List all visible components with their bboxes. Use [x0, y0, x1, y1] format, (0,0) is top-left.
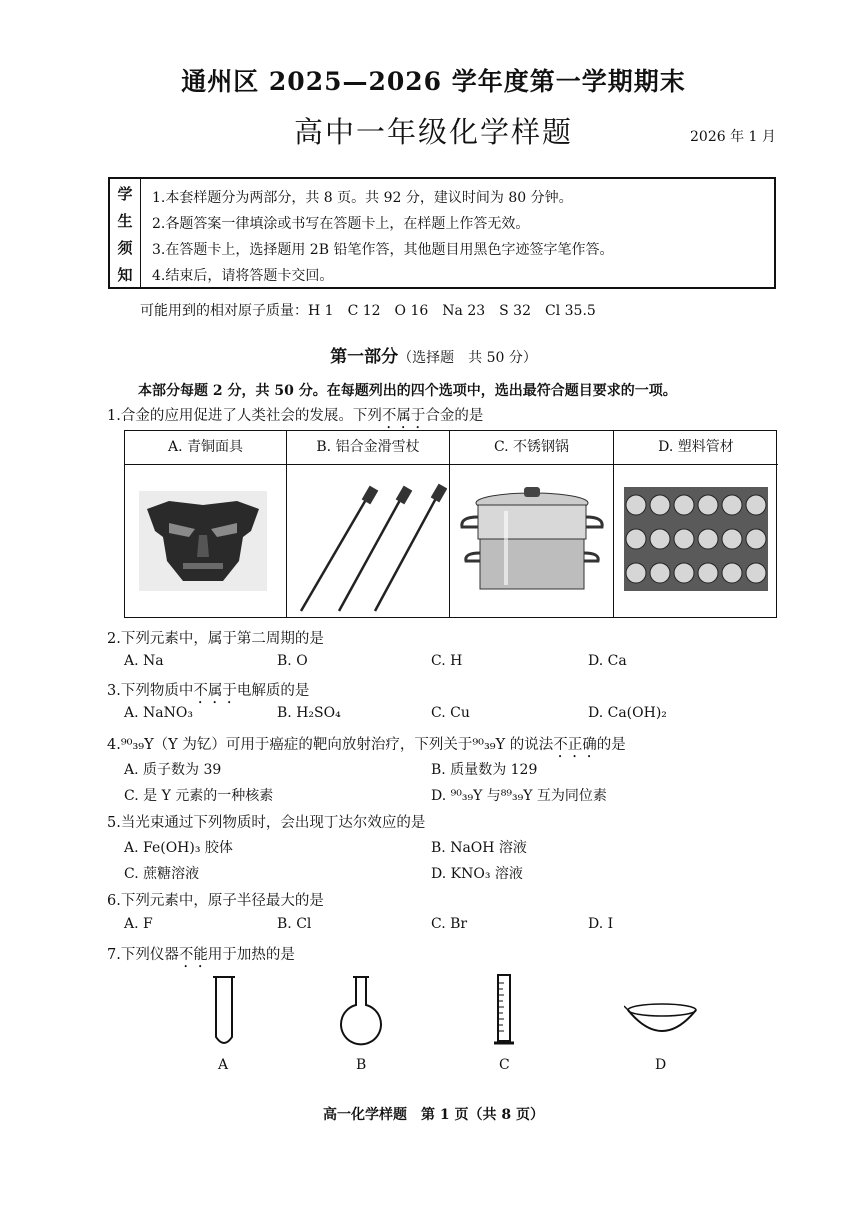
notice-head-char: 学	[117, 185, 133, 203]
emphasis-chars: 不正确	[553, 737, 597, 753]
option-label: A. 青铜面具	[125, 431, 286, 465]
part-title-note: （选择题 共 50 分）	[398, 350, 537, 366]
apparatus-label-d: D	[655, 1057, 667, 1073]
option-a: A. NaNO₃	[124, 705, 193, 721]
stem-text: 合金的是	[425, 408, 484, 424]
option-d: D. ⁹⁰₃₉Y 与⁸⁹₃₉Y 互为同位素	[431, 788, 607, 804]
notice-item: 2.各题答案一律填涂或书写在答题卡上，在样题上作答无效。	[152, 216, 530, 232]
stem-text: 用于加热的是	[207, 947, 295, 963]
steel-pot-image	[456, 481, 608, 595]
question-2-stem: 2.下列元素中，属于第二周期的是	[107, 631, 324, 647]
option-c: C. 蔗糖溶液	[124, 866, 200, 882]
option-d: D. KNO₃ 溶液	[431, 866, 523, 882]
test-tube-icon	[210, 975, 238, 1051]
atomic-masses: 可能用到的相对原子质量：H 1 C 12 O 16 Na 23 S 32 Cl 35.5	[140, 303, 596, 319]
stem-text: 7.下列仪器	[107, 947, 179, 963]
option-b: B. O	[277, 653, 308, 669]
option-a: A. F	[124, 916, 153, 932]
notice-head	[110, 179, 141, 287]
question-1-stem	[107, 404, 483, 432]
question-5-stem: 5.当光束通过下列物质时，会出现丁达尔效应的是	[107, 815, 426, 831]
notice-item: 1.本套样题分为两部分，共 8 页。共 92 分，建议时间为 80 分钟。	[152, 190, 573, 206]
apparatus-label-c: C	[499, 1057, 510, 1073]
option-cell-a	[125, 431, 287, 617]
stem-text: 4.⁹⁰₃₉Y（Y 为钇）可用于癌症的靶向放射治疗，下列关于⁹⁰₃₉Y 的说法	[107, 737, 554, 753]
emphasis-chars: 不属于	[381, 408, 426, 424]
notice-item: 4.结束后，请将答题卡交回。	[152, 268, 334, 284]
exam-subtitle: 高中一年级化学样题	[293, 115, 573, 149]
option-c: C. Cu	[431, 705, 470, 721]
round-bottom-flask-icon	[338, 975, 384, 1047]
option-label: D. 塑料管材	[614, 431, 778, 465]
option-cell-c	[450, 431, 614, 617]
part-title-main: 第一部分	[330, 347, 399, 367]
option-d: D. Ca(OH)₂	[588, 705, 667, 721]
option-d: D. Ca	[588, 653, 627, 669]
apparatus-label-a: A	[218, 1057, 229, 1073]
page-footer: 高一化学样题 第 1 页（共 8 页）	[323, 1107, 544, 1123]
option-cell-b	[287, 431, 450, 617]
ski-pole-image	[291, 479, 447, 617]
option-a: A. 质子数为 39	[124, 762, 222, 778]
stem-text: 1.合金的应用促进了人类社会的发展。下列	[107, 408, 382, 424]
question-6-stem: 6.下列元素中，原子半径最大的是	[107, 893, 324, 909]
option-a: A. Fe(OH)₃ 胶体	[124, 840, 233, 856]
option-c: C. Br	[431, 916, 468, 932]
evaporating-dish-icon	[624, 1000, 700, 1042]
part-title	[0, 342, 867, 367]
graduated-cylinder-icon	[492, 973, 516, 1049]
exam-title: 通州区 2025—2026 学年度第一学期期末	[181, 67, 686, 96]
notice-head-char: 须	[117, 239, 133, 257]
option-b: B. 质量数为 129	[431, 762, 538, 778]
notice-head-char: 知	[117, 266, 133, 284]
emphasis-chars: 不能	[178, 947, 208, 963]
option-b: B. NaOH 溶液	[431, 840, 527, 856]
question-4-stem	[107, 733, 626, 761]
plastic-pipe-image	[624, 487, 768, 591]
stem-text: 电解质的是	[236, 683, 310, 699]
bronze-mask-image	[139, 491, 267, 591]
option-d: D. I	[588, 916, 614, 932]
question-3-stem	[107, 679, 309, 707]
option-label: B. 铝合金滑雪杖	[287, 431, 449, 465]
student-notice-box	[108, 177, 776, 289]
stem-text: 3.下列物质中	[107, 683, 194, 699]
question-7-stem	[107, 943, 295, 971]
option-label: C. 不锈钢锅	[450, 431, 613, 465]
option-c: C. 是 Y 元素的一种核素	[124, 788, 274, 804]
option-a: A. Na	[124, 653, 164, 669]
option-cell-d	[614, 431, 778, 617]
option-b: B. H₂SO₄	[277, 705, 341, 721]
notice-item: 3.在答题卡上，选择题用 2B 铅笔作答，其他题目用黑色字迹签字笔作答。	[152, 242, 614, 258]
emphasis-chars: 不属于	[193, 683, 237, 699]
apparatus-label-b: B	[356, 1057, 367, 1073]
emphasis-text	[382, 408, 426, 424]
question-1-table	[124, 430, 777, 618]
option-c: C. H	[431, 653, 463, 669]
option-b: B. Cl	[277, 916, 312, 932]
part-instruction: 本部分每题 2 分，共 50 分。在每题列出的四个选项中，选出最符合题目要求的一项。	[138, 383, 677, 399]
notice-head-char: 生	[117, 212, 133, 230]
exam-date: 2026 年 1 月	[690, 129, 776, 145]
stem-text: 的是	[596, 737, 626, 753]
